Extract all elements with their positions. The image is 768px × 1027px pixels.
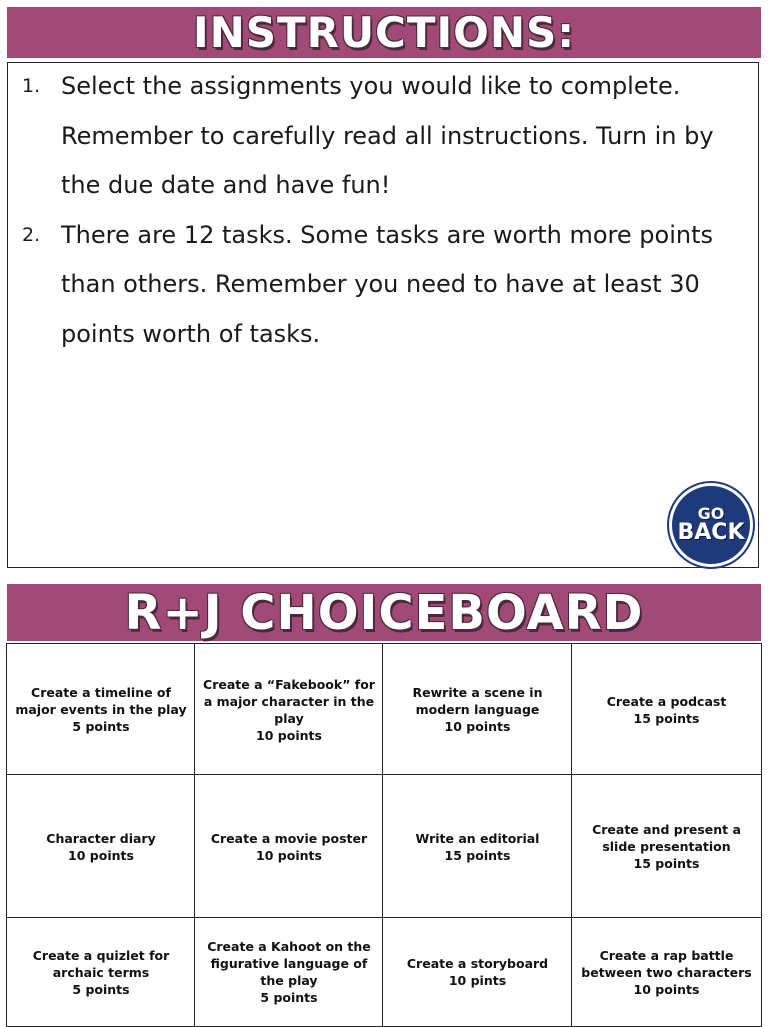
task-points: 10 pints [448, 973, 507, 988]
task-points: 10 points [444, 719, 511, 734]
task-cell[interactable] [6, 643, 196, 776]
instructions-list [8, 63, 758, 359]
task-title: Rewrite a scene in modern language [412, 685, 543, 717]
task-points: 5 points [72, 981, 130, 997]
task-points: 15 points [444, 847, 511, 863]
task-cell[interactable] [571, 917, 762, 1027]
go-back-label-line1: GO [697, 504, 725, 523]
task-cell[interactable] [382, 643, 573, 776]
instructions-banner [7, 7, 761, 58]
task-points: 5 points [260, 990, 318, 1005]
instruction-number: 1. [22, 75, 41, 97]
task-points: 15 points [633, 710, 700, 726]
task-title: Create a movie poster [210, 830, 368, 846]
task-points: 10 points [256, 727, 322, 743]
task-cell[interactable] [571, 643, 762, 776]
task-points: 5 points [72, 719, 130, 734]
choiceboard-heading: R+J CHOICEBOARD [124, 584, 644, 641]
instruction-text: Select the assignments you would like to complete. Remember to carefully read all instructions. Turn in by the due date and have fun! [61, 72, 714, 199]
instruction-item [8, 62, 758, 211]
instruction-text: There are 12 tasks. Some tasks are worth more points than others. Remember you need to have at least 30 points worth of tasks. [61, 220, 713, 348]
task-title: Create a quizlet for archaic terms [32, 947, 170, 980]
task-cell[interactable] [194, 643, 384, 776]
task-cell[interactable] [194, 774, 384, 919]
task-cell[interactable] [382, 917, 573, 1027]
task-cell[interactable] [6, 774, 196, 919]
task-title: Create a storyboard [406, 956, 549, 971]
instruction-item [8, 211, 758, 360]
task-title: Create a timeline of major events in the play [15, 685, 187, 717]
task-title: Character diary [46, 830, 156, 846]
choiceboard-banner [7, 584, 761, 641]
choiceboard-grid [7, 644, 761, 1026]
task-title: Create a rap battle between two characters [581, 947, 752, 980]
task-cell[interactable] [194, 917, 384, 1027]
task-title: Create a “Fakebook” for a major character in the play [203, 676, 375, 726]
task-points: 10 points [68, 847, 134, 863]
task-cell[interactable] [382, 774, 573, 919]
instruction-number: 2. [22, 223, 41, 246]
task-title: Create a podcast [606, 693, 727, 709]
task-title: Create a Kahoot on the figurative language of the play [207, 939, 371, 988]
task-title: Write an editorial [415, 830, 540, 846]
task-points: 10 points [633, 981, 700, 997]
task-cell[interactable] [6, 917, 196, 1027]
instructions-heading: INSTRUCTIONS: [192, 7, 576, 57]
task-points: 15 points [633, 856, 700, 871]
go-back-label-line2: BACK [677, 520, 745, 545]
task-cell[interactable] [571, 774, 762, 919]
task-points: 10 points [256, 847, 322, 863]
task-title: Create and present a slide presentation [592, 822, 741, 854]
instructions-box [7, 62, 759, 568]
go-back-button[interactable] [669, 483, 753, 567]
